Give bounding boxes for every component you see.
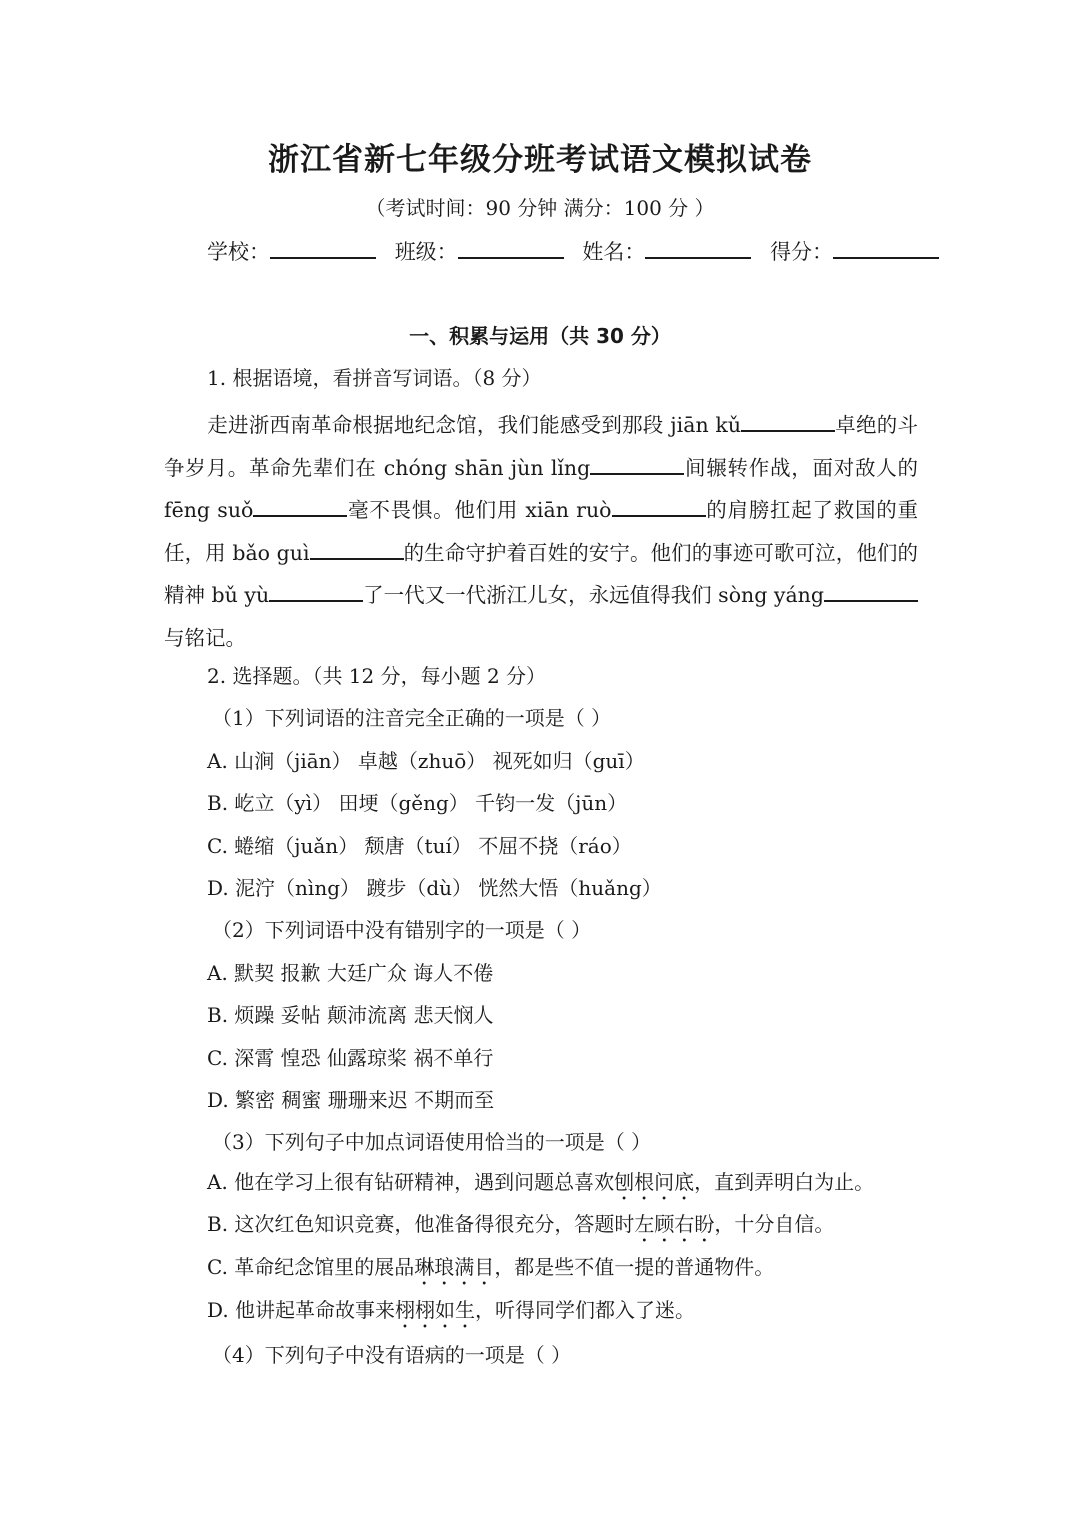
passage-text: 与铭记。 bbox=[164, 625, 246, 650]
answer-blank[interactable] bbox=[612, 495, 706, 517]
answer-blank[interactable] bbox=[310, 538, 404, 560]
answer-blank[interactable] bbox=[269, 580, 363, 602]
answer-blank[interactable] bbox=[253, 495, 347, 517]
section-heading: 一、积累与运用（共 30 分） bbox=[409, 324, 671, 348]
option-c[interactable]: C. 蜷缩（juǎn） 颓唐（tuí） 不屈不挠（ráo） bbox=[207, 834, 632, 858]
score-blank[interactable] bbox=[833, 237, 939, 259]
option-text: D. 他讲起革命故事来 bbox=[207, 1298, 396, 1322]
sub-question-stem: （1）下列词语的注音完全正确的一项是（ ） bbox=[212, 706, 612, 730]
dotted-word: 左顾右盼 bbox=[634, 1212, 715, 1236]
name-blank[interactable] bbox=[645, 237, 751, 259]
option-text: A. 他在学习上很有钻研精神，遇到问题总喜欢 bbox=[207, 1170, 615, 1194]
option-c[interactable]: C. 深霄 惶恐 仙露琼桨 祸不单行 bbox=[207, 1046, 494, 1070]
class-blank[interactable] bbox=[458, 237, 564, 259]
option-b[interactable]: B. 烦躁 妥帖 颠沛流离 悲天悯人 bbox=[207, 1003, 494, 1027]
option-a[interactable]: A. 默契 报歉 大廷广众 诲人不倦 bbox=[207, 961, 494, 985]
dotted-word: 刨根问底 bbox=[614, 1170, 695, 1194]
question-1-heading: 1. 根据语境，看拼音写词语。（8 分） bbox=[207, 366, 542, 390]
school-label: 学校： bbox=[207, 240, 270, 264]
question-2-heading: 2. 选择题。（共 12 分，每小题 2 分） bbox=[207, 664, 547, 688]
exam-time-info: （考试时间：90 分钟 满分：100 分 ） bbox=[365, 196, 715, 220]
passage-text: 走进浙西南革命根据地纪念馆，我们能感受到那段 jiān kǔ bbox=[207, 413, 742, 437]
option-a[interactable]: A. 山涧（jiān） 卓越（zhuō） 视死如归（guī） bbox=[207, 749, 645, 773]
option-text: ，十分自信。 bbox=[714, 1212, 835, 1236]
question-1-passage bbox=[164, 404, 918, 659]
class-label: 班级： bbox=[394, 240, 458, 264]
school-blank[interactable] bbox=[270, 237, 376, 259]
sub-question-stem: （3）下列句子中加点词语使用恰当的一项是（ ） bbox=[212, 1130, 652, 1154]
option-d[interactable]: D. 泥泞（nìng） 踱步（dù） 恍然大悟（huǎng） bbox=[207, 876, 662, 900]
option-text: C. 革命纪念馆里的展品 bbox=[207, 1255, 415, 1279]
passage-text: 卓绝的斗争岁月。革命先辈们在 chóng shān jùn lǐng bbox=[164, 413, 918, 480]
option-c[interactable] bbox=[207, 1251, 774, 1290]
sub-question-stem: （4）下列句子中没有语病的一项是（ ） bbox=[212, 1343, 572, 1367]
passage-text: 了一代又一代浙江儿女，永远值得我们 sòng yáng bbox=[363, 583, 825, 607]
page-title: 浙江省新七年级分班考试语文模拟试卷 bbox=[268, 142, 812, 178]
passage-text: 间辗转作战，面对敌人的 fēng suǒ bbox=[164, 455, 919, 522]
dotted-word: 琳琅满目 bbox=[414, 1255, 495, 1279]
dotted-word: 栩栩如生 bbox=[395, 1298, 476, 1322]
option-text: ，都是些不值一提的普通物件。 bbox=[494, 1255, 775, 1279]
option-d[interactable]: D. 繁密 稠蜜 珊珊来迟 不期而至 bbox=[207, 1088, 495, 1112]
score-label: 得分： bbox=[770, 240, 834, 264]
passage-text: 毫不畏惧。他们用 xiān ruò bbox=[347, 498, 612, 522]
option-text: ，直到弄明白为止。 bbox=[694, 1170, 875, 1194]
option-text: ，听得同学们都入了迷。 bbox=[475, 1298, 696, 1322]
name-label: 姓名： bbox=[582, 240, 646, 264]
answer-blank[interactable] bbox=[741, 410, 835, 432]
student-info-row bbox=[207, 236, 951, 268]
passage-text: 的生命守护着百姓的安宁。他们的事迹可歌可泣，他们的精神 bǔ yù bbox=[164, 540, 918, 607]
answer-blank[interactable] bbox=[590, 453, 684, 475]
option-b[interactable] bbox=[207, 1208, 834, 1247]
option-a[interactable] bbox=[207, 1166, 874, 1205]
passage-text: 的肩膀扛起了救国的重任，用 bǎo guì bbox=[164, 498, 918, 565]
sub-question-stem: （2）下列词语中没有错别字的一项是（ ） bbox=[212, 918, 592, 942]
option-d[interactable] bbox=[207, 1294, 695, 1333]
option-b[interactable]: B. 屹立（yì） 田埂（gěng） 千钧一发（jūn） bbox=[207, 791, 628, 815]
option-text: B. 这次红色知识竞赛，他准备得很充分，答题时 bbox=[207, 1212, 635, 1236]
answer-blank[interactable] bbox=[824, 580, 918, 602]
